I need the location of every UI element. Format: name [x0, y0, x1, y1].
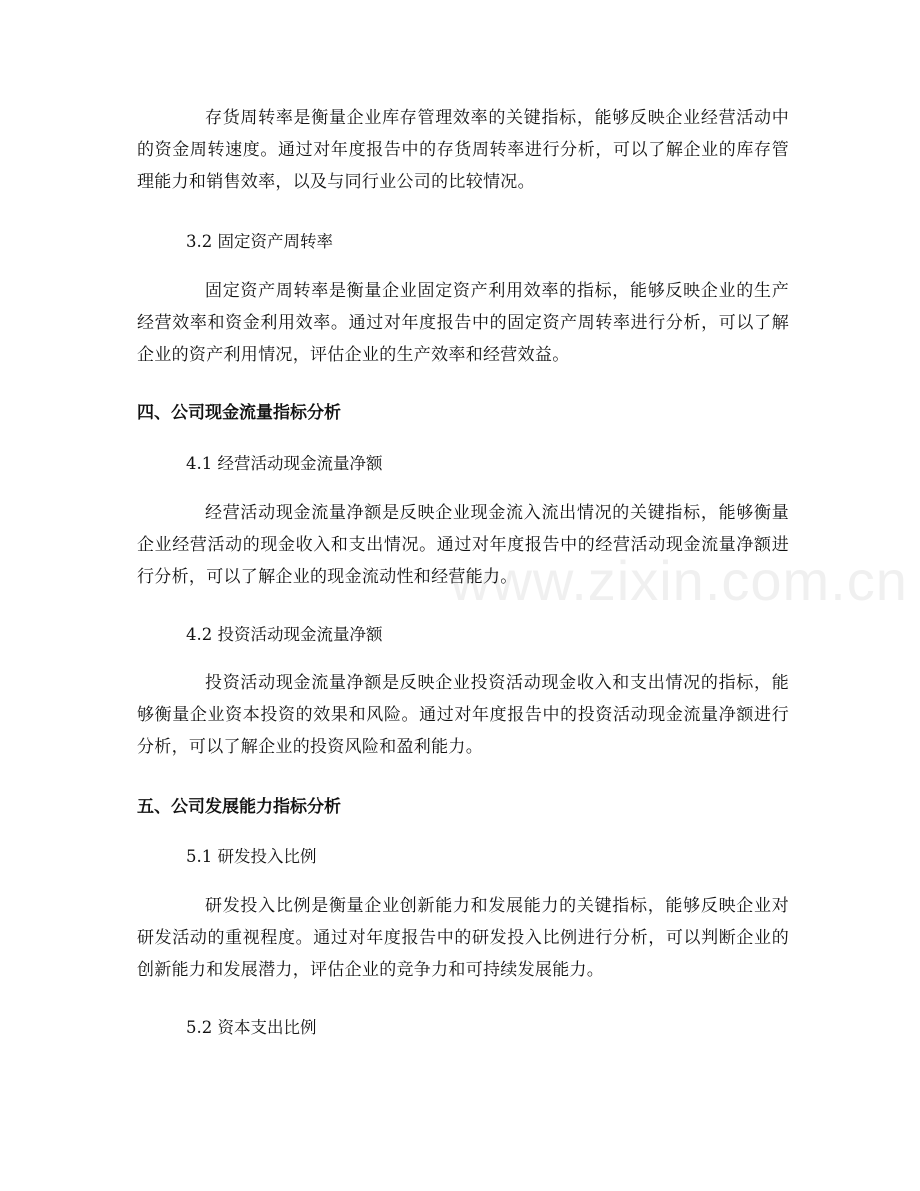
paragraph-inventory-turnover: 存货周转率是衡量企业库存管理效率的关键指标，能够反映企业经营活动中的资金周转速度。通过对年度报告中的存货周转率进行分析，可以了解企业的库存管理能力和销售效率，以及与同行业公司的比较情况。: [137, 108, 789, 192]
subheading-4-1: 4.1 经营活动现金流量净额: [186, 454, 383, 473]
section-heading-5: 五、公司发展能力指标分析: [137, 797, 341, 817]
paragraph-fixed-asset-turnover: 固定资产周转率是衡量企业固定资产利用效率的指标，能够反映企业的生产经营效率和资金利用效率。通过对年度报告中的固定资产周转率进行分析，可以了解企业的资产利用情况，评估企业的生产效率和经营效益。: [137, 281, 789, 365]
subheading-3-2: 3.2 固定资产周转率: [186, 232, 333, 251]
paragraph-rd-ratio: 研发投入比例是衡量企业创新能力和发展能力的关键指标，能够反映企业对研发活动的重视程度。通过对年度报告中的研发投入比例进行分析，可以判断企业的创新能力和发展潜力，评估企业的竞争力和可持续发展能力。: [137, 896, 789, 980]
paragraph-investing-cash-flow: 投资活动现金流量净额是反映企业投资活动现金收入和支出情况的指标，能够衡量企业资本投资的效果和风险。通过对年度报告中的投资活动现金流量净额进行分析，可以了解企业的投资风险和盈利能力。: [137, 673, 789, 757]
subheading-5-2: 5.2 资本支出比例: [186, 1018, 317, 1037]
section-heading-4: 四、公司现金流量指标分析: [137, 403, 341, 423]
paragraph-operating-cash-flow: 经营活动现金流量净额是反映企业现金流入流出情况的关键指标，能够衡量企业经营活动的现金收入和支出情况。通过对年度报告中的经营活动现金流量净额进行分析，可以了解企业的现金流动性和经营能力。: [137, 503, 789, 587]
subheading-4-2: 4.2 投资活动现金流量净额: [186, 625, 383, 644]
subheading-5-1: 5.1 研发投入比例: [186, 847, 317, 866]
watermark: www.zixin.com.cn: [450, 549, 908, 612]
